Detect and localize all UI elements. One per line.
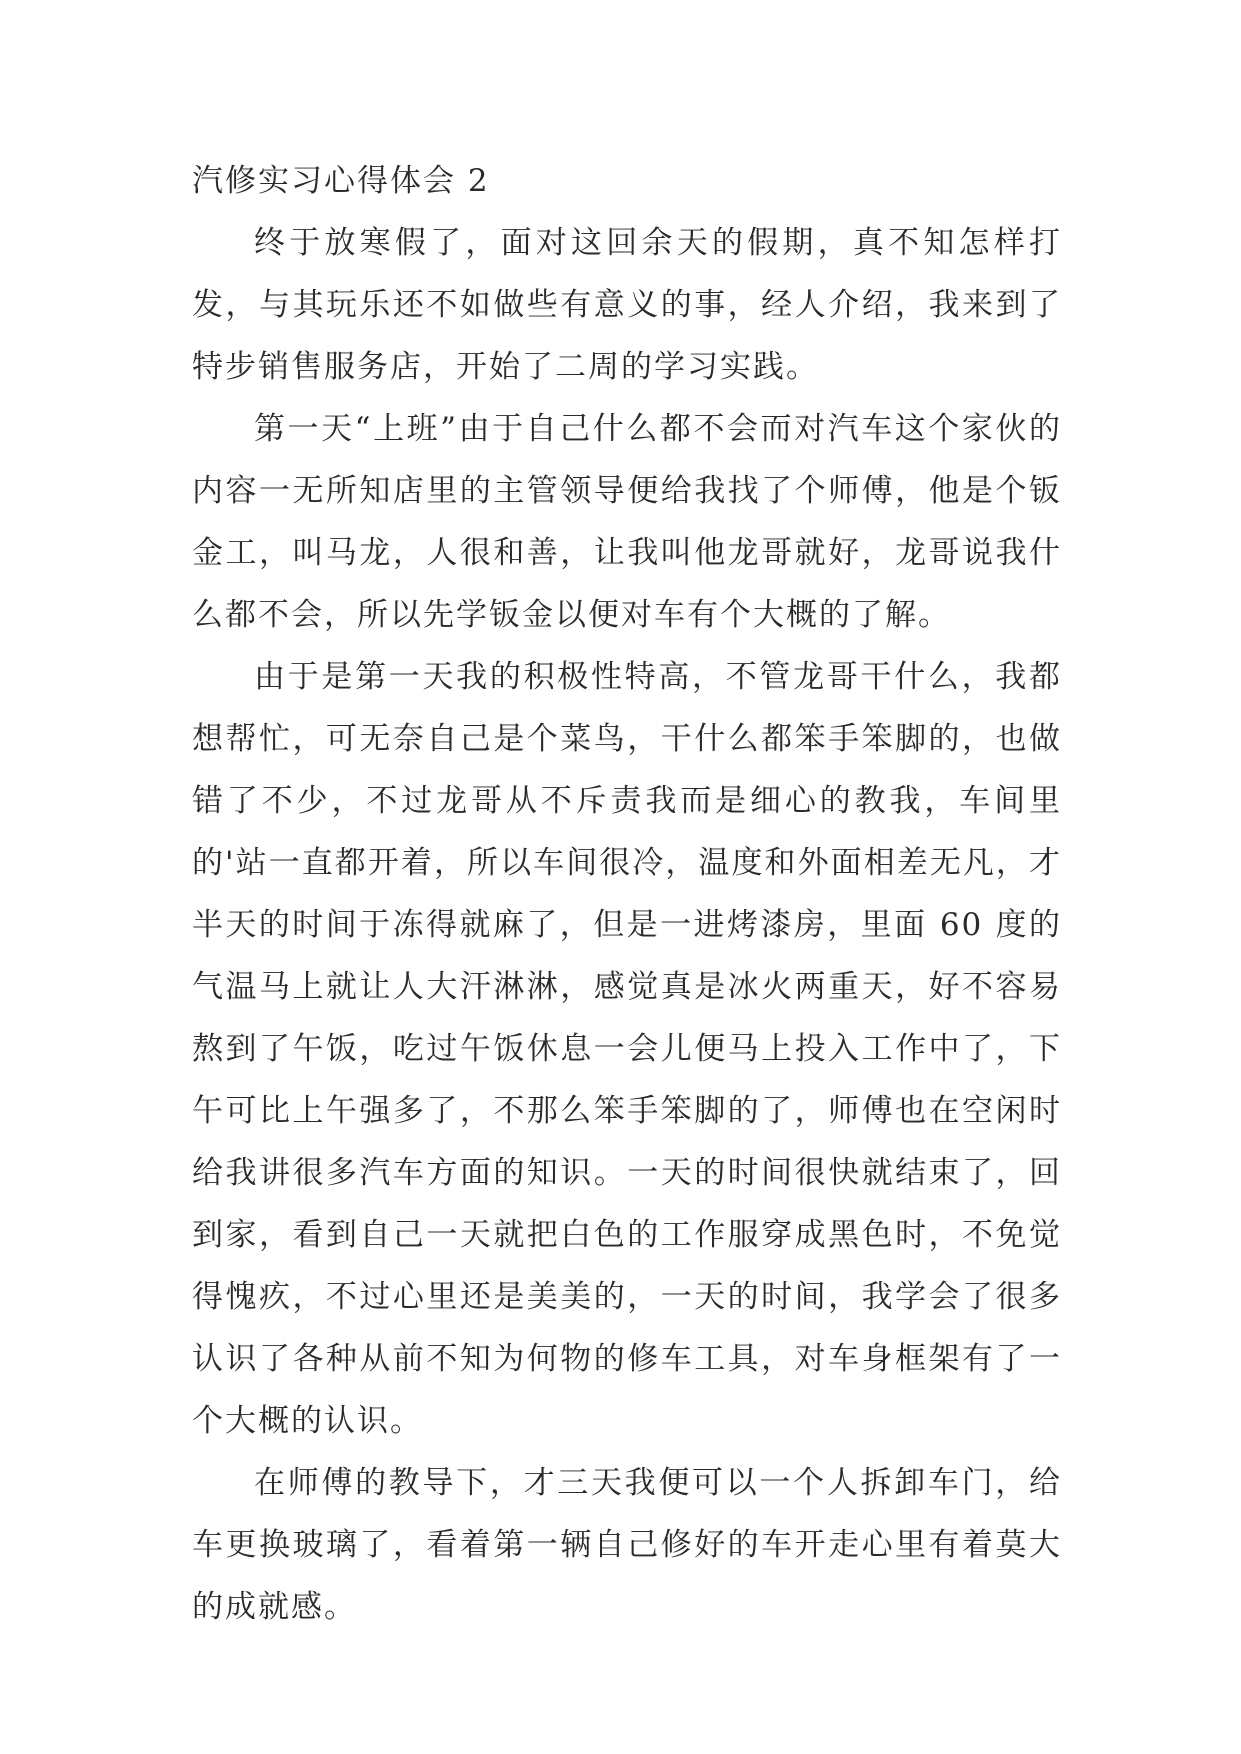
paragraph-3: 由于是第一天我的积极性特高，不管龙哥干什么，我都想帮忙，可无奈自己是个菜鸟，干什么都笨手笨脚的，也做错了不少，不过龙哥从不斥责我而是细心的教我，车间里的'站一直都开着，所以车间很冷，温度和外面相差无凡，才半天的时间于冻得就麻了，但是一进烤漆房，里面 60 度的气温马上就让人大汗淋淋，感觉真是冰火两重天，好不容易熬到了午饭，吃过午饭休息一会儿便马上投入工作中了，下午可比上午强多了，不那么笨手笨脚的了，师傅也在空闲时给我讲很多汽车方面的知识。一天的时间很快就结束了，回到家，看到自己一天就把白色的工作服穿成黑色时，不免觉得愧疚，不过心里还是美美的，一天的时间，我学会了很多认识了各种从前不知为何物的修车工具，对车身框架有了一个大概的认识。 xyxy=(192,659,1062,1439)
paragraph-2: 第一天“上班”由于自己什么都不会而对汽车这个家伙的内容一无所知店里的主管领导便给我找了个师傅，他是个钣金工，叫马龙，人很和善，让我叫他龙哥就好，龙哥说我什么都不会，所以先学钣金以便对车有个大概的了解。 xyxy=(192,411,1062,633)
document-page xyxy=(192,150,1062,1638)
paragraph-4: 在师傅的教导下，才三天我便可以一个人拆卸车门，给车更换玻璃了，看着第一辆自己修好的车开走心里有着莫大的成就感。 xyxy=(192,1465,1062,1625)
paragraph-1: 终于放寒假了，面对这回余天的假期，真不知怎样打发，与其玩乐还不如做些有意义的事，经人介绍，我来到了特步销售服务店，开始了二周的学习实践。 xyxy=(192,225,1062,385)
document-title: 汽修实习心得体会 2 xyxy=(192,163,490,199)
